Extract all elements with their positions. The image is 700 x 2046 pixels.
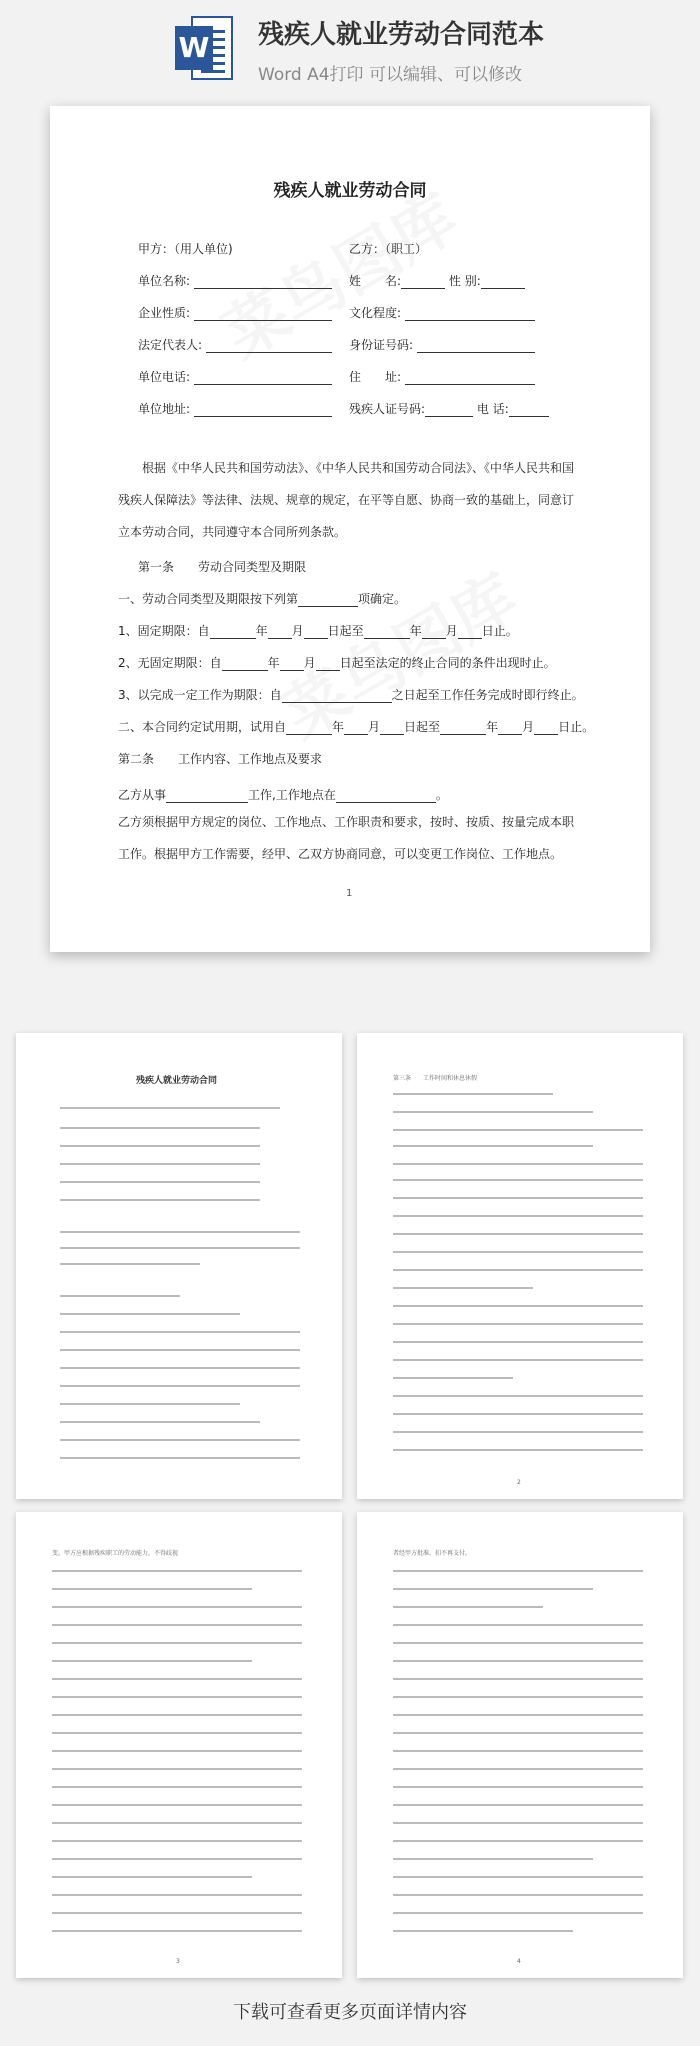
article-1-item-1: 一、劳动合同类型及期限按下列第 项确定。 bbox=[118, 592, 407, 606]
probation-line: 二、本合同约定试用期，试用自 年 月 日起至 年 月 日止。 bbox=[118, 720, 595, 734]
document-page-1 bbox=[50, 106, 650, 952]
thumbnail-page-3[interactable]: 变。甲方应根据残疾职工的劳动能力，不得歧视 3 bbox=[16, 1512, 342, 1978]
field-legal-rep: 法定代表人: bbox=[138, 336, 332, 353]
fixed-term-line: 1、固定期限：自 年 月 日起至 年 月 日止。 bbox=[118, 624, 518, 638]
download-more-link[interactable]: 下载可查看更多页面详情内容 bbox=[233, 2002, 467, 2023]
party-b-label: 乙方：（职工） bbox=[349, 242, 428, 256]
field-address: 住 址: bbox=[349, 368, 535, 385]
field-education: 文化程度: bbox=[349, 304, 535, 321]
field-company-address: 单位地址: bbox=[138, 400, 332, 417]
page-title: 残疾人就业劳动合同范本 bbox=[258, 20, 545, 50]
field-company-type: 企业性质: bbox=[138, 304, 332, 321]
article-2-heading: 第二条 工作内容、工作地点及要求 bbox=[118, 752, 323, 766]
task-term-line: 3、以完成一定工作为期限：自 之日起至工作任务完成时即行终止。 bbox=[118, 688, 584, 702]
thumbnail-page-4[interactable]: 者经甲方批准，扣不再支付。 4 bbox=[357, 1512, 683, 1978]
work-requirements-paragraph: 乙方须根据甲方规定的岗位、工作地点、工作职责和要求，按时、按质、按量完成本职工作。根据甲方工作需要，经甲、乙双方协商同意，可以变更工作岗位、工作地点。 bbox=[118, 815, 575, 861]
header-banner bbox=[0, 0, 700, 100]
article-1-heading: 第一条 劳动合同类型及期限 bbox=[138, 560, 307, 574]
party-a-label: 甲方：（用人单位) bbox=[138, 242, 233, 256]
page-subtitle: Word A4打印 可以编辑、可以修改 bbox=[258, 65, 522, 85]
intro-paragraph: 根据《中华人民共和国劳动法》、《中华人民共和国劳动合同法》、《中华人民共和国残疾人保障法》等法律、法规、规章的规定，在平等自愿、协商一致的基础上，同意订立本劳动合同，共同遵守本合同所列条款。 bbox=[118, 461, 575, 539]
page-number: 1 bbox=[346, 888, 353, 899]
open-term-line: 2、无固定期限：自 年 月 日起至法定的终止合同的条件出现时止。 bbox=[118, 656, 556, 670]
field-id-number: 身份证号码: bbox=[349, 336, 535, 353]
work-content-line: 乙方从事 工作,工作地点在 。 bbox=[118, 788, 448, 802]
field-disability-cert: 残疾人证号码: 电 话: bbox=[349, 400, 549, 417]
field-name: 姓 名: 性 别: bbox=[349, 272, 525, 289]
thumbnail-page-1[interactable]: 残疾人就业劳动合同 bbox=[16, 1033, 342, 1499]
thumbnail-page-2[interactable]: 第三条 工作时间和休息休假 2 bbox=[357, 1033, 683, 1499]
document-title: 残疾人就业劳动合同 bbox=[273, 181, 427, 201]
field-company-phone: 单位电话: bbox=[138, 368, 332, 385]
word-document-icon: W bbox=[175, 16, 233, 80]
field-company-name: 单位名称: bbox=[138, 272, 332, 289]
